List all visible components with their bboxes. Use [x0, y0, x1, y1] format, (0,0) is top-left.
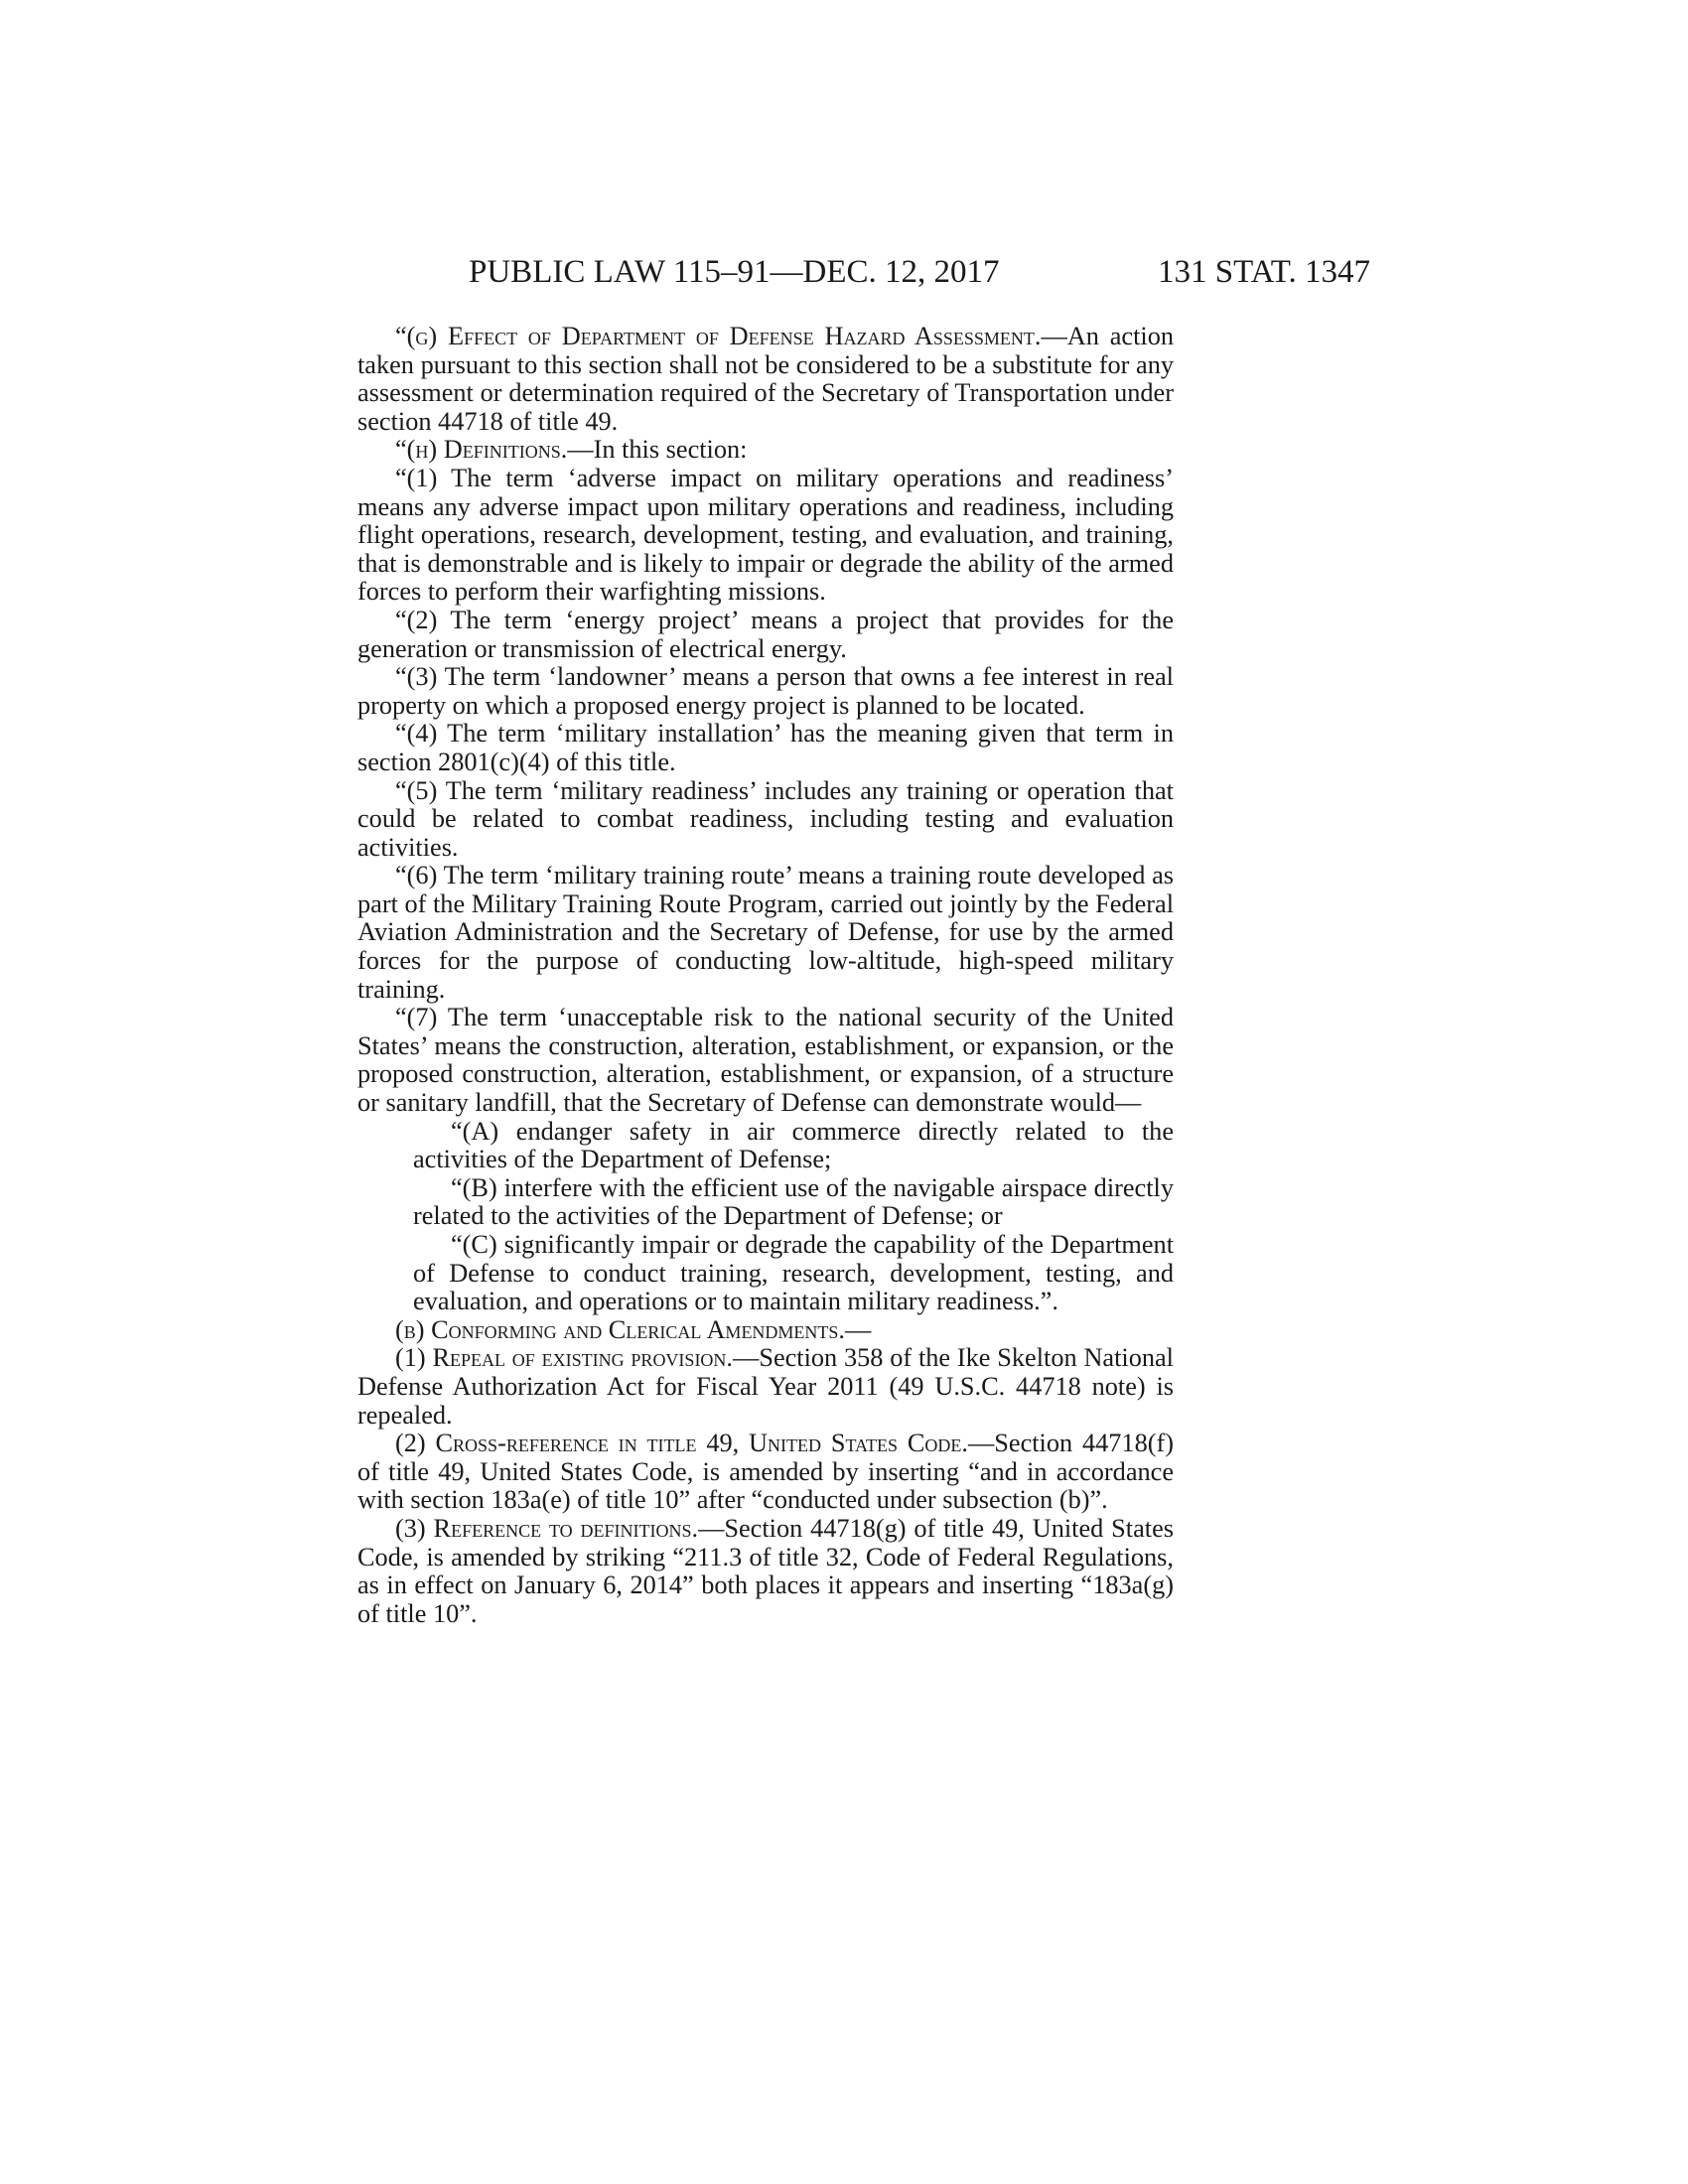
paragraph-heading: “(g) Effect of Department of Defense Hazard Assessment.: [395, 322, 1042, 350]
definition-3: [357, 663, 1174, 720]
paragraph-text: —Section 44718(g) of title 49, United States Code, is amended by striking “211.3 of title 32, Code of Federal Regulations, as in effect on January 6, 2014” both places it appears and inserting “183a(g) of title 10”.: [357, 1513, 1174, 1628]
amendment-2: [357, 1430, 1174, 1515]
subsection-b: [357, 1316, 1174, 1345]
paragraph-text: “(C) significantly impair or degrade the capability of the Department of Defense to conduct training, research, development, testing, and evaluation, and operations or to maintain military readiness.”.: [413, 1230, 1174, 1316]
subsection-h: [357, 436, 1174, 465]
paragraph-text: “(5) The term ‘military readiness’ includes any training or operation that could be related to combat readiness, including testing and evaluation activities.: [357, 775, 1174, 862]
definition-6: [357, 862, 1174, 1004]
paragraph-text: “(6) The term ‘military training route’ means a training route developed as part of the Military Training Route Program, carried out jointly by the Federal Aviation Administration and the Secretary of Defense, for use by the armed forces for the purpose of conducting low-altitude, high-speed military training.: [357, 861, 1174, 1004]
clause-b: [413, 1174, 1174, 1231]
definition-1: [357, 465, 1174, 607]
clause-c: [413, 1231, 1174, 1316]
paragraph-text: —Section 358 of the Ike Skelton National Defense Authorization Act for Fiscal Year 2011 (49 U.S.C. 44718 note) is repealed.: [357, 1343, 1174, 1430]
header-title: PUBLIC LAW 115–91—DEC. 12, 2017: [469, 254, 1000, 290]
definition-5: [357, 777, 1174, 863]
paragraph-heading: (b) Conforming and Clerical Amendments.: [395, 1314, 846, 1344]
paragraph-text: —In this section:: [567, 435, 748, 465]
subsection-g: [357, 323, 1174, 436]
statute-citation: 131 STAT. 1347: [1157, 254, 1370, 290]
paragraph-text: “(B) interfere with the efficient use of the navigable airspace directly related to the activities of the Department of Defense; or: [413, 1172, 1174, 1231]
document-body: [357, 323, 1174, 1628]
definition-7: [357, 1004, 1174, 1117]
definition-2: [357, 607, 1174, 663]
definition-4: [357, 720, 1174, 776]
paragraph-text: —: [845, 1314, 872, 1344]
amendment-3: [357, 1515, 1174, 1628]
paragraph-heading: “(h) Definitions.: [395, 435, 568, 465]
paragraph-text: “(A) endanger safety in air commerce directly related to the activities of the Department of Defense;: [413, 1116, 1174, 1174]
paragraph-text: “(2) The term ‘energy project’ means a project that provides for the generation or transmission of electrical energy.: [357, 605, 1174, 663]
paragraph-text: “(4) The term ‘military installation’ has the meaning given that term in section 2801(c)(4) of this title.: [357, 719, 1174, 776]
paragraph-heading: (3) Reference to definitions.: [395, 1513, 699, 1543]
running-header: [357, 250, 1370, 294]
clause-a: [413, 1118, 1174, 1174]
paragraph-text: —Section 44718(f) of title 49, United States Code, is amended by inserting “and in accordance with section 183a(e) of title 10” after “conducted under subsection (b)”.: [357, 1429, 1174, 1515]
paragraph-text: “(1) The term ‘adverse impact on military operations and readiness’ means any adverse impact upon military operations and readiness, including flight operations, research, development, testing, and evaluation, and training, that is demonstrable and is likely to impair or degrade the ability of the armed forces to perform their warfighting missions.: [357, 463, 1174, 607]
amendment-1: [357, 1344, 1174, 1430]
paragraph-text: “(3) The term ‘landowner’ means a person that owns a fee interest in real property on which a proposed energy project is planned to be located.: [357, 662, 1174, 720]
paragraph-heading: (1) Repeal of existing provision.: [395, 1343, 734, 1373]
paragraph-text: —An action taken pursuant to this section shall not be considered to be a substitute for any assessment or determination required of the Secretary of Transportation under section 44718 of title 49.: [357, 322, 1175, 436]
paragraph-text: “(7) The term ‘unacceptable risk to the national security of the United States’ means the construction, alteration, establishment, or expansion, or the proposed construction, alteration, establishment, or expansion, of a structure or sanitary landfill, that the Secretary of Defense can demonstrate would—: [357, 1003, 1174, 1118]
paragraph-heading: (2) Cross-reference in title 49, United States Code.: [395, 1429, 968, 1458]
